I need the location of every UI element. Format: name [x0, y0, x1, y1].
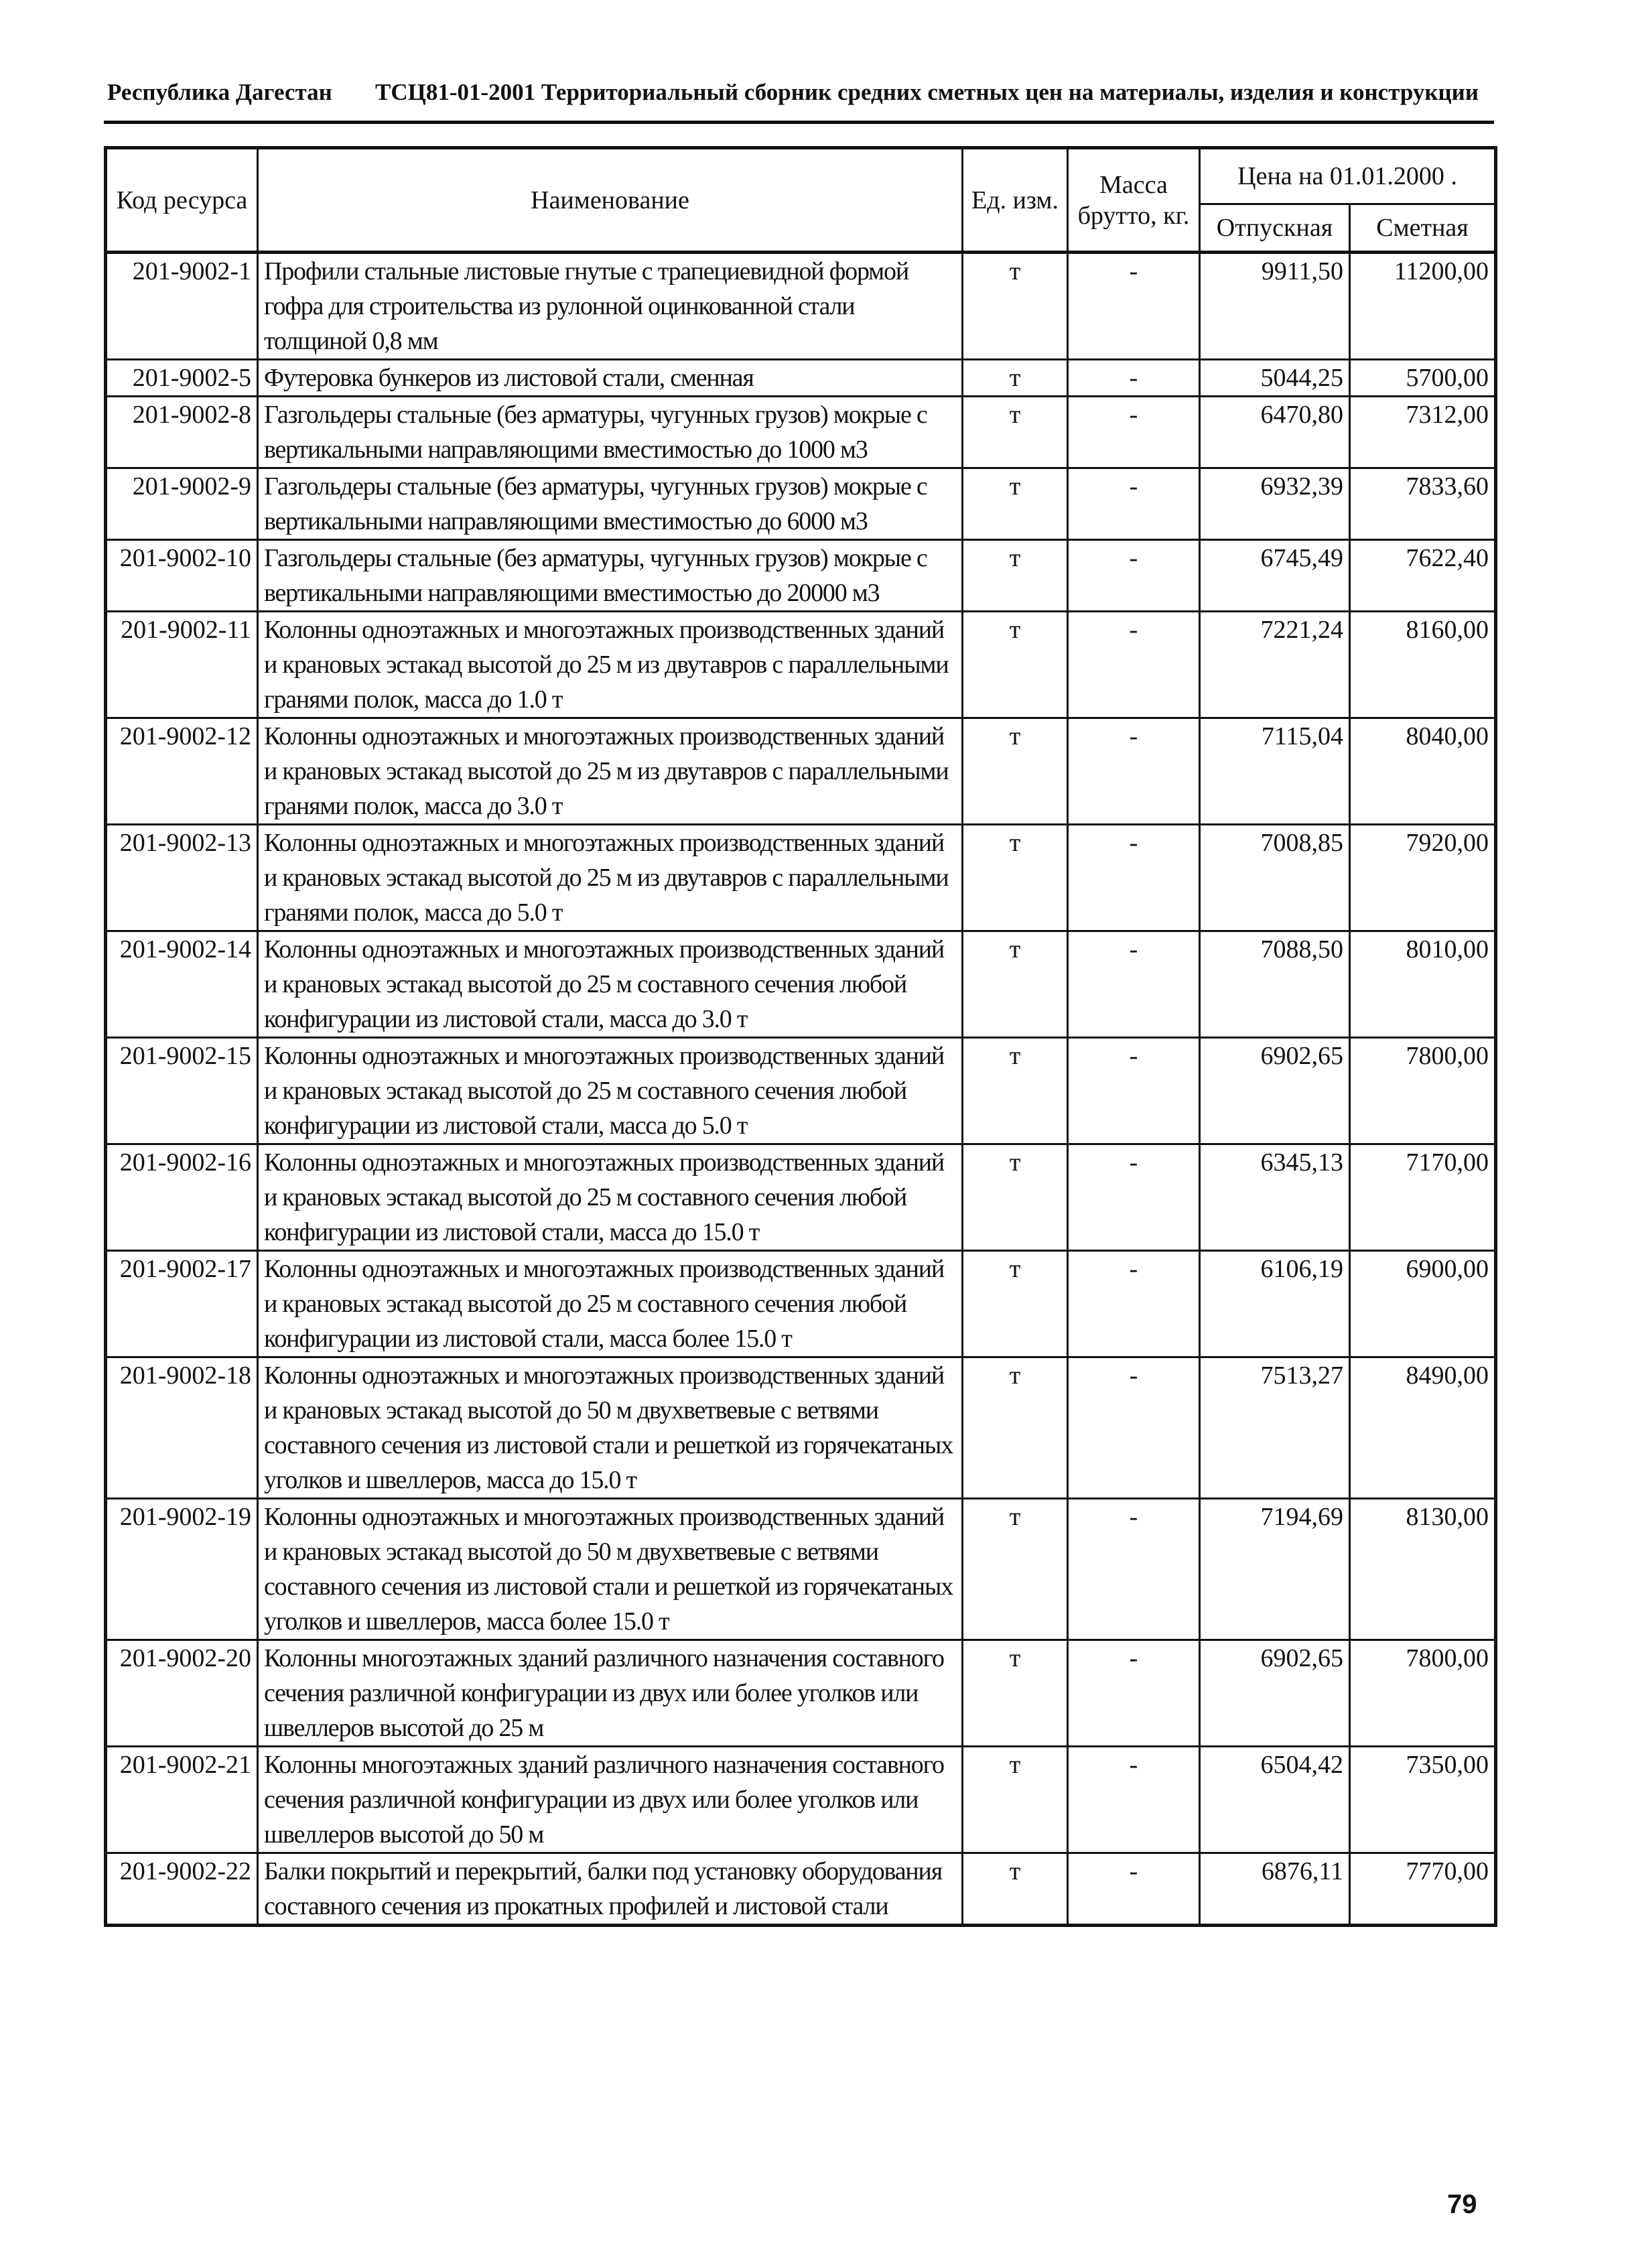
cell-name: Балки покрытий и перекрытий, балки под установку оборудования составного сечения из прокатных профилей и листовой стали: [258, 1853, 963, 1926]
cell-unit: т: [963, 931, 1068, 1038]
cell-release-price: 6345,13: [1200, 1144, 1350, 1251]
header-title: ТСЦ81-01-2001 Территориальный сборник средних сметных цен на материалы, изделия и конструкции: [375, 79, 1479, 105]
cell-unit: т: [963, 468, 1068, 540]
col-header-name: Наименование: [258, 148, 963, 253]
cell-mass: -: [1068, 253, 1200, 360]
cell-code: 201-9002-22: [106, 1853, 258, 1926]
cell-unit: т: [963, 253, 1068, 360]
table-row: [106, 1853, 1496, 1926]
cell-unit: т: [963, 718, 1068, 825]
cell-estimate-price: 8160,00: [1350, 612, 1496, 718]
page-header: [107, 79, 1493, 106]
cell-code: 201-9002-8: [106, 397, 258, 468]
col-header-price-group: Цена на 01.01.2000 .: [1200, 148, 1496, 204]
cell-release-price: 6902,65: [1200, 1038, 1350, 1144]
table-row: [106, 612, 1496, 718]
cell-mass: -: [1068, 1038, 1200, 1144]
table-row: [106, 825, 1496, 931]
cell-unit: т: [963, 1640, 1068, 1747]
cell-release-price: 7194,69: [1200, 1499, 1350, 1640]
cell-name: Колонны одноэтажных и многоэтажных производственных зданий и крановых эстакад высотой до 25 м составного сечения любой конфигурации из листовой стали, масса более 15.0 т: [258, 1251, 963, 1357]
cell-code: 201-9002-12: [106, 718, 258, 825]
cell-name: Колонны одноэтажных и многоэтажных производственных зданий и крановых эстакад высотой до 25 м составного сечения любой конфигурации из листовой стали, масса до 15.0 т: [258, 1144, 963, 1251]
cell-code: 201-9002-18: [106, 1357, 258, 1499]
table-row: [106, 253, 1496, 360]
cell-code: 201-9002-20: [106, 1640, 258, 1747]
table-row: [106, 1640, 1496, 1747]
cell-code: 201-9002-15: [106, 1038, 258, 1144]
cell-release-price: 6504,42: [1200, 1747, 1350, 1853]
table-row: [106, 397, 1496, 468]
cell-release-price: 7513,27: [1200, 1357, 1350, 1499]
cell-name: Колонны одноэтажных и многоэтажных производственных зданий и крановых эстакад высотой до 25 м из двутавров с параллельными гранями полок, масса до 3.0 т: [258, 718, 963, 825]
cell-estimate-price: 7350,00: [1350, 1747, 1496, 1853]
cell-estimate-price: 7800,00: [1350, 1038, 1496, 1144]
cell-mass: -: [1068, 468, 1200, 540]
cell-estimate-price: 8130,00: [1350, 1499, 1496, 1640]
cell-code: 201-9002-1: [106, 253, 258, 360]
cell-code: 201-9002-10: [106, 540, 258, 612]
cell-unit: т: [963, 1747, 1068, 1853]
cell-mass: -: [1068, 931, 1200, 1038]
cell-name: Газгольдеры стальные (без арматуры, чугунных грузов) мокрые с вертикальными направляющими вместимостью до 20000 м3: [258, 540, 963, 612]
table-row: [106, 1251, 1496, 1357]
cell-release-price: 7221,24: [1200, 612, 1350, 718]
cell-unit: т: [963, 1499, 1068, 1640]
cell-code: 201-9002-13: [106, 825, 258, 931]
cell-mass: -: [1068, 1853, 1200, 1926]
cell-estimate-price: 7920,00: [1350, 825, 1496, 931]
cell-name: Колонны одноэтажных и многоэтажных производственных зданий и крановых эстакад высотой до 50 м двухветвевые с ветвями составного сечения из листовой стали и решеткой из горячекатаных уголков и швеллеров, масса до 15.0 т: [258, 1357, 963, 1499]
header-rule: [104, 121, 1494, 124]
col-header-release-price: Отпускная: [1200, 204, 1350, 253]
cell-release-price: 6902,65: [1200, 1640, 1350, 1747]
cell-mass: -: [1068, 718, 1200, 825]
cell-name: Профили стальные листовые гнутые с трапециевидной формой гофра для строительства из рулонной оцинкованной стали толщиной 0,8 мм: [258, 253, 963, 360]
cell-release-price: 6932,39: [1200, 468, 1350, 540]
cell-unit: т: [963, 1144, 1068, 1251]
cell-release-price: 6745,49: [1200, 540, 1350, 612]
cell-name: Футеровка бункеров из листовой стали, сменная: [258, 360, 963, 397]
cell-name: Колонны одноэтажных и многоэтажных производственных зданий и крановых эстакад высотой до 50 м двухветвевые с ветвями составного сечения из листовой стали и решеткой из горячекатаных уголков и швеллеров, масса более 15.0 т: [258, 1499, 963, 1640]
table-header: [106, 148, 1496, 253]
cell-estimate-price: 7833,60: [1350, 468, 1496, 540]
cell-unit: т: [963, 397, 1068, 468]
table-row: [106, 1499, 1496, 1640]
page-number: 79: [1447, 2190, 1477, 2219]
table-row: [106, 468, 1496, 540]
cell-mass: -: [1068, 1251, 1200, 1357]
cell-mass: -: [1068, 1747, 1200, 1853]
cell-code: 201-9002-19: [106, 1499, 258, 1640]
cell-unit: т: [963, 1357, 1068, 1499]
cell-name: Газгольдеры стальные (без арматуры, чугунных грузов) мокрые с вертикальными направляющими вместимостью до 1000 м3: [258, 397, 963, 468]
table-row: [106, 1357, 1496, 1499]
cell-estimate-price: 7622,40: [1350, 540, 1496, 612]
cell-mass: -: [1068, 540, 1200, 612]
cell-unit: т: [963, 540, 1068, 612]
cell-mass: -: [1068, 1640, 1200, 1747]
cell-code: 201-9002-14: [106, 931, 258, 1038]
cell-unit: т: [963, 1038, 1068, 1144]
cell-estimate-price: 7312,00: [1350, 397, 1496, 468]
cell-name: Колонны многоэтажных зданий различного назначения составного сечения различной конфигурации из двух или более уголков или швеллеров высотой до 50 м: [258, 1747, 963, 1853]
cell-estimate-price: 5700,00: [1350, 360, 1496, 397]
cell-release-price: 6106,19: [1200, 1251, 1350, 1357]
cell-estimate-price: 7800,00: [1350, 1640, 1496, 1747]
table-row: [106, 1747, 1496, 1853]
cell-release-price: 6876,11: [1200, 1853, 1350, 1926]
col-header-unit: Ед. изм.: [963, 148, 1068, 253]
cell-mass: -: [1068, 1357, 1200, 1499]
table-row: [106, 931, 1496, 1038]
cell-estimate-price: 8040,00: [1350, 718, 1496, 825]
cell-estimate-price: 11200,00: [1350, 253, 1496, 360]
table-row: [106, 540, 1496, 612]
cell-code: 201-9002-16: [106, 1144, 258, 1251]
cell-estimate-price: 6900,00: [1350, 1251, 1496, 1357]
cell-release-price: 5044,25: [1200, 360, 1350, 397]
table-row: [106, 1144, 1496, 1251]
table-row: [106, 718, 1496, 825]
cell-name: Колонны одноэтажных и многоэтажных производственных зданий и крановых эстакад высотой до 25 м составного сечения любой конфигурации из листовой стали, масса до 3.0 т: [258, 931, 963, 1038]
cell-release-price: 7008,85: [1200, 825, 1350, 931]
col-header-mass: Масса брутто, кг.: [1068, 148, 1200, 253]
cell-name: Колонны одноэтажных и многоэтажных производственных зданий и крановых эстакад высотой до 25 м из двутавров с параллельными гранями полок, масса до 1.0 т: [258, 612, 963, 718]
price-table: [104, 146, 1497, 1927]
cell-unit: т: [963, 825, 1068, 931]
header-region: Республика Дагестан: [107, 79, 332, 105]
cell-code: 201-9002-9: [106, 468, 258, 540]
cell-estimate-price: 7770,00: [1350, 1853, 1496, 1926]
cell-estimate-price: 8490,00: [1350, 1357, 1496, 1499]
cell-mass: -: [1068, 360, 1200, 397]
col-header-estimate-price: Сметная: [1350, 204, 1496, 253]
cell-name: Колонны многоэтажных зданий различного назначения составного сечения различной конфигурации из двух или более уголков или швеллеров высотой до 25 м: [258, 1640, 963, 1747]
cell-estimate-price: 7170,00: [1350, 1144, 1496, 1251]
cell-code: 201-9002-21: [106, 1747, 258, 1853]
cell-unit: т: [963, 612, 1068, 718]
col-header-code: Код ресурса: [106, 148, 258, 253]
cell-code: 201-9002-17: [106, 1251, 258, 1357]
table-body: [106, 253, 1496, 1926]
cell-mass: -: [1068, 612, 1200, 718]
cell-code: 201-9002-5: [106, 360, 258, 397]
cell-name: Колонны одноэтажных и многоэтажных производственных зданий и крановых эстакад высотой до 25 м составного сечения любой конфигурации из листовой стали, масса до 5.0 т: [258, 1038, 963, 1144]
cell-release-price: 6470,80: [1200, 397, 1350, 468]
cell-mass: -: [1068, 1144, 1200, 1251]
cell-name: Газгольдеры стальные (без арматуры, чугунных грузов) мокрые с вертикальными направляющими вместимостью до 6000 м3: [258, 468, 963, 540]
cell-mass: -: [1068, 1499, 1200, 1640]
cell-mass: -: [1068, 397, 1200, 468]
cell-release-price: 9911,50: [1200, 253, 1350, 360]
cell-code: 201-9002-11: [106, 612, 258, 718]
cell-unit: т: [963, 1251, 1068, 1357]
cell-unit: т: [963, 1853, 1068, 1926]
cell-estimate-price: 8010,00: [1350, 931, 1496, 1038]
table-row: [106, 1038, 1496, 1144]
cell-mass: -: [1068, 825, 1200, 931]
table-row: [106, 360, 1496, 397]
cell-release-price: 7115,04: [1200, 718, 1350, 825]
cell-release-price: 7088,50: [1200, 931, 1350, 1038]
cell-unit: т: [963, 360, 1068, 397]
cell-name: Колонны одноэтажных и многоэтажных производственных зданий и крановых эстакад высотой до 25 м из двутавров с параллельными гранями полок, масса до 5.0 т: [258, 825, 963, 931]
